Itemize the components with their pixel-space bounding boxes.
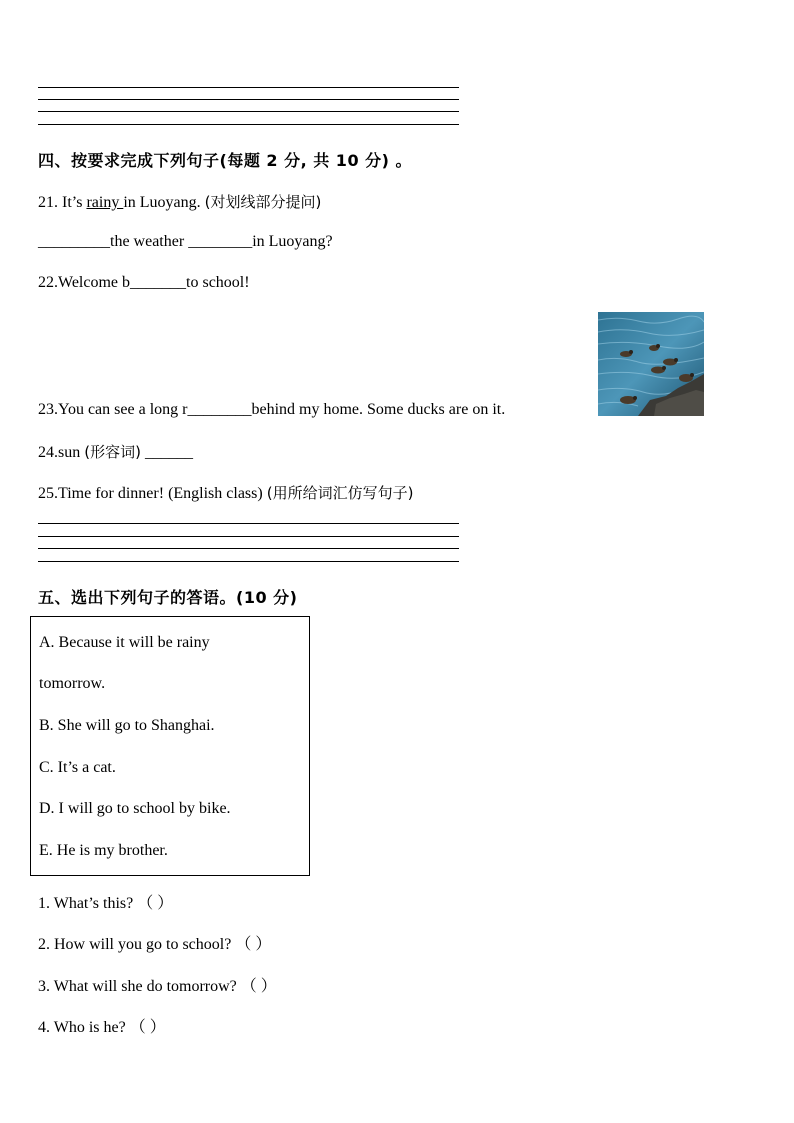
answer-bracket[interactable]: （ ） [236,978,277,995]
answer-line [38,548,459,549]
ducks-on-river-photo [598,312,704,416]
q22-text-post: to school! [186,274,250,291]
answer-line [38,536,459,537]
matching-question-4 [38,1014,166,1037]
question-text: 3. What will she do tomorrow? [38,978,237,995]
q21-note: (对划线部分提问) [204,193,322,211]
q24-blank[interactable]: ______ [140,444,193,461]
option-e: E. He is my brother. [39,842,168,859]
answer-line [38,523,459,524]
section-5-heading: 五、选出下列句子的答语。(10 分) [38,588,298,607]
matching-question-1 [38,890,173,913]
question-text: 4. Who is he? [38,1019,126,1036]
q22-text-pre: 22.Welcome b [38,274,131,291]
answer-bracket[interactable]: （ ） [125,1019,166,1036]
question-23 [38,401,505,419]
answer-line [38,124,459,125]
q21-post: in Luoyang. [123,194,205,211]
matching-question-2 [38,931,271,954]
answer-options-box [30,616,310,876]
question-25 [38,482,413,503]
answer-line [38,111,459,112]
q23-text-pre: 23.You can see a long r [38,401,188,418]
answer-bracket[interactable]: （ ） [133,895,174,912]
q21-underlined-word: rainy [86,194,124,211]
option-c: C. It’s a cat. [39,759,116,776]
option-d: D. I will go to school by bike. [39,800,231,817]
answer-line [38,561,459,562]
question-21-answer [38,233,333,251]
q21-pre: It’s [58,194,87,211]
question-text: 2. How will you go to school? [38,936,232,953]
question-21 [38,191,321,212]
q24-note: (形容词) [84,443,141,461]
q23-text-post: behind my home. Some ducks are on it. [251,401,506,418]
answer-bracket[interactable]: （ ） [231,936,272,953]
q21-mid: the weather [110,233,189,250]
q25-text: 25.Time for dinner! (English class) [38,485,267,502]
option-a: A. Because it will be rainy [39,634,210,651]
q25-note: (用所给词汇仿写句子) [266,484,414,502]
answer-line [38,99,459,100]
question-22 [38,274,250,292]
option-b: B. She will go to Shanghai. [39,717,215,734]
question-24 [38,441,193,462]
q22-blank[interactable]: _______ [130,274,187,291]
q21-number: 21. [38,194,58,211]
q21-blank-1[interactable]: _________ [38,233,110,250]
q21-end: in Luoyang? [252,233,333,250]
section-4-heading: 四、按要求完成下列句子(每题 2 分, 共 10 分) 。 [38,151,413,170]
q24-text: 24.sun [38,444,85,461]
q21-blank-2[interactable]: ________ [188,233,253,250]
question-text: 1. What’s this? [38,895,134,912]
q23-blank[interactable]: ________ [187,401,252,418]
option-a-continued: tomorrow. [39,675,106,692]
matching-question-3 [38,973,277,996]
answer-line [38,87,459,88]
